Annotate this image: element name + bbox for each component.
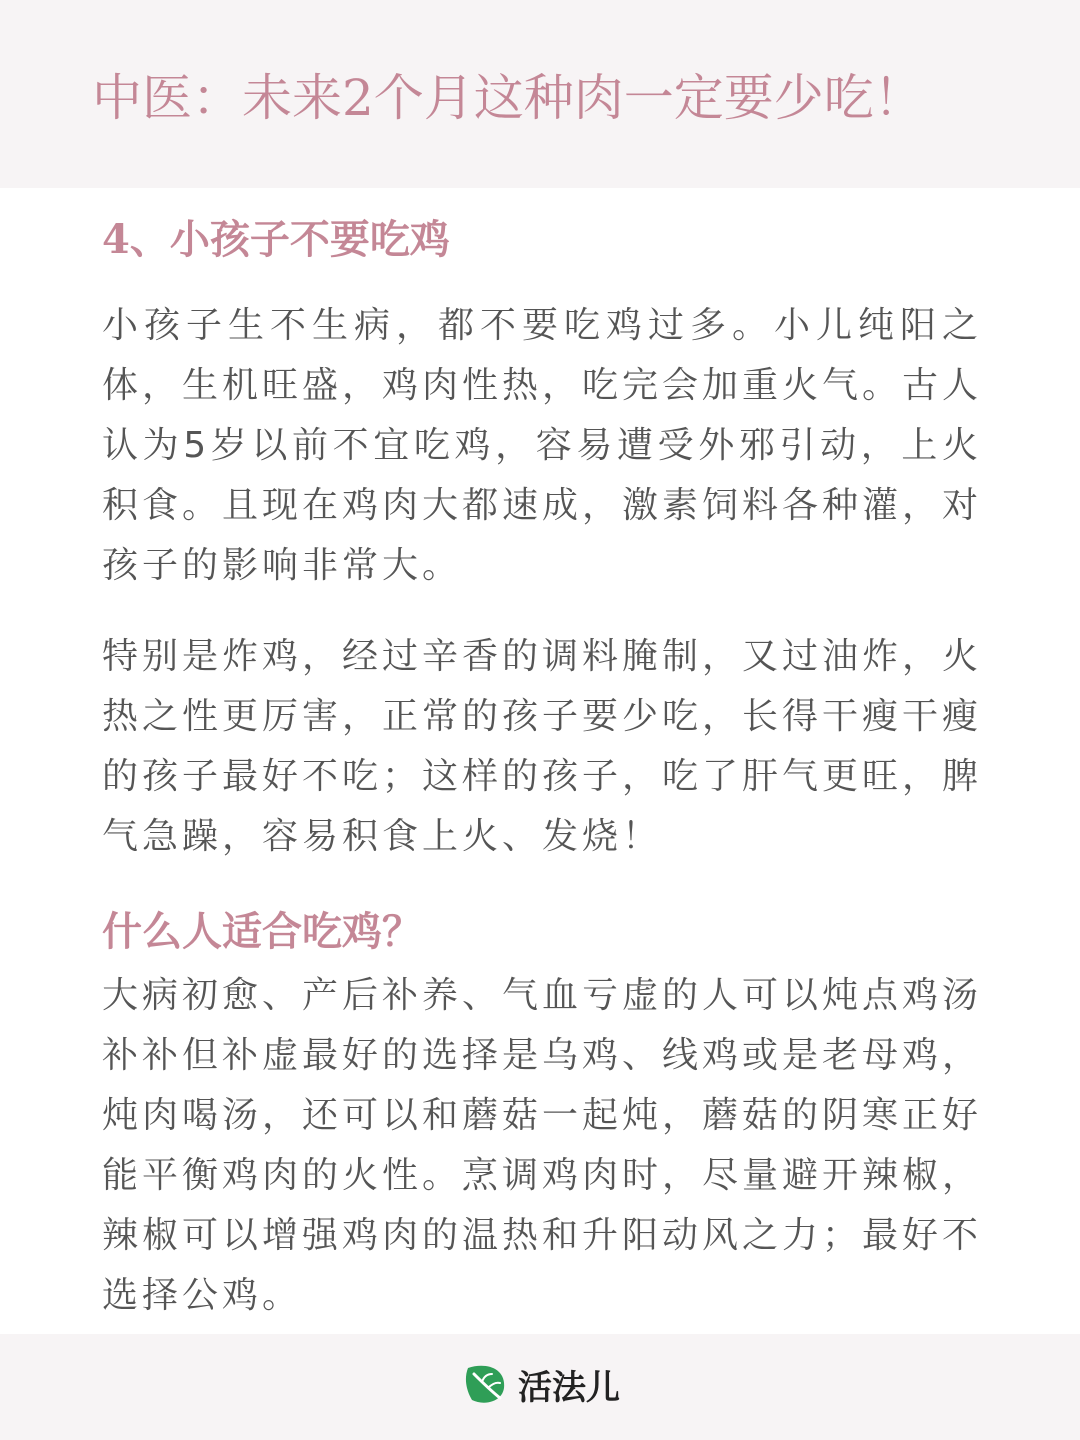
page-title: 中医：未来2个月这种肉一定要少吃！ xyxy=(92,69,924,127)
section-heading-children: 4、小孩子不要吃鸡 xyxy=(102,216,450,263)
paragraph-suitable-people: 大病初愈、产后补养、气血亏虚的人可以炖点鸡汤补补但补虚最好的选择是乌鸡、线鸡或是老母鸡，炖肉喝汤，还可以和蘑菇一起炖，蘑菇的阴寒正好能平衡鸡肉的火性。烹调鸡肉时，尽量避开辣椒，辣椒可以增强鸡肉的温热和升阳动风之力；最好不选择公鸡。 xyxy=(102,975,983,1316)
paragraph-children-intro: 小孩子生不生病，都不要吃鸡过多。小儿纯阳之体，生机旺盛，鸡肉性热，吃完会加重火气。古人认为5岁以前不宜吃鸡，容易遭受外邪引动，上火积食。且现在鸡肉大都速成，激素饲料各种灌，对孩子的影响非常大。 xyxy=(102,305,983,586)
section-heading-suitable: 什么人适合吃鸡？ xyxy=(102,908,422,955)
leaf-icon xyxy=(462,1360,510,1408)
paragraph-fried-chicken: 特别是炸鸡，经过辛香的调料腌制，又过油炸，火热之性更厉害，正常的孩子要少吃，长得干瘦干瘦的孩子最好不吃；这样的孩子，吃了肝气更旺，脾气急躁，容易积食上火、发烧！ xyxy=(102,636,983,857)
header-band xyxy=(0,0,1080,188)
brand-name: 活法儿 xyxy=(518,1367,620,1408)
brand-logo xyxy=(462,1356,620,1412)
footer-band xyxy=(0,1334,1080,1440)
